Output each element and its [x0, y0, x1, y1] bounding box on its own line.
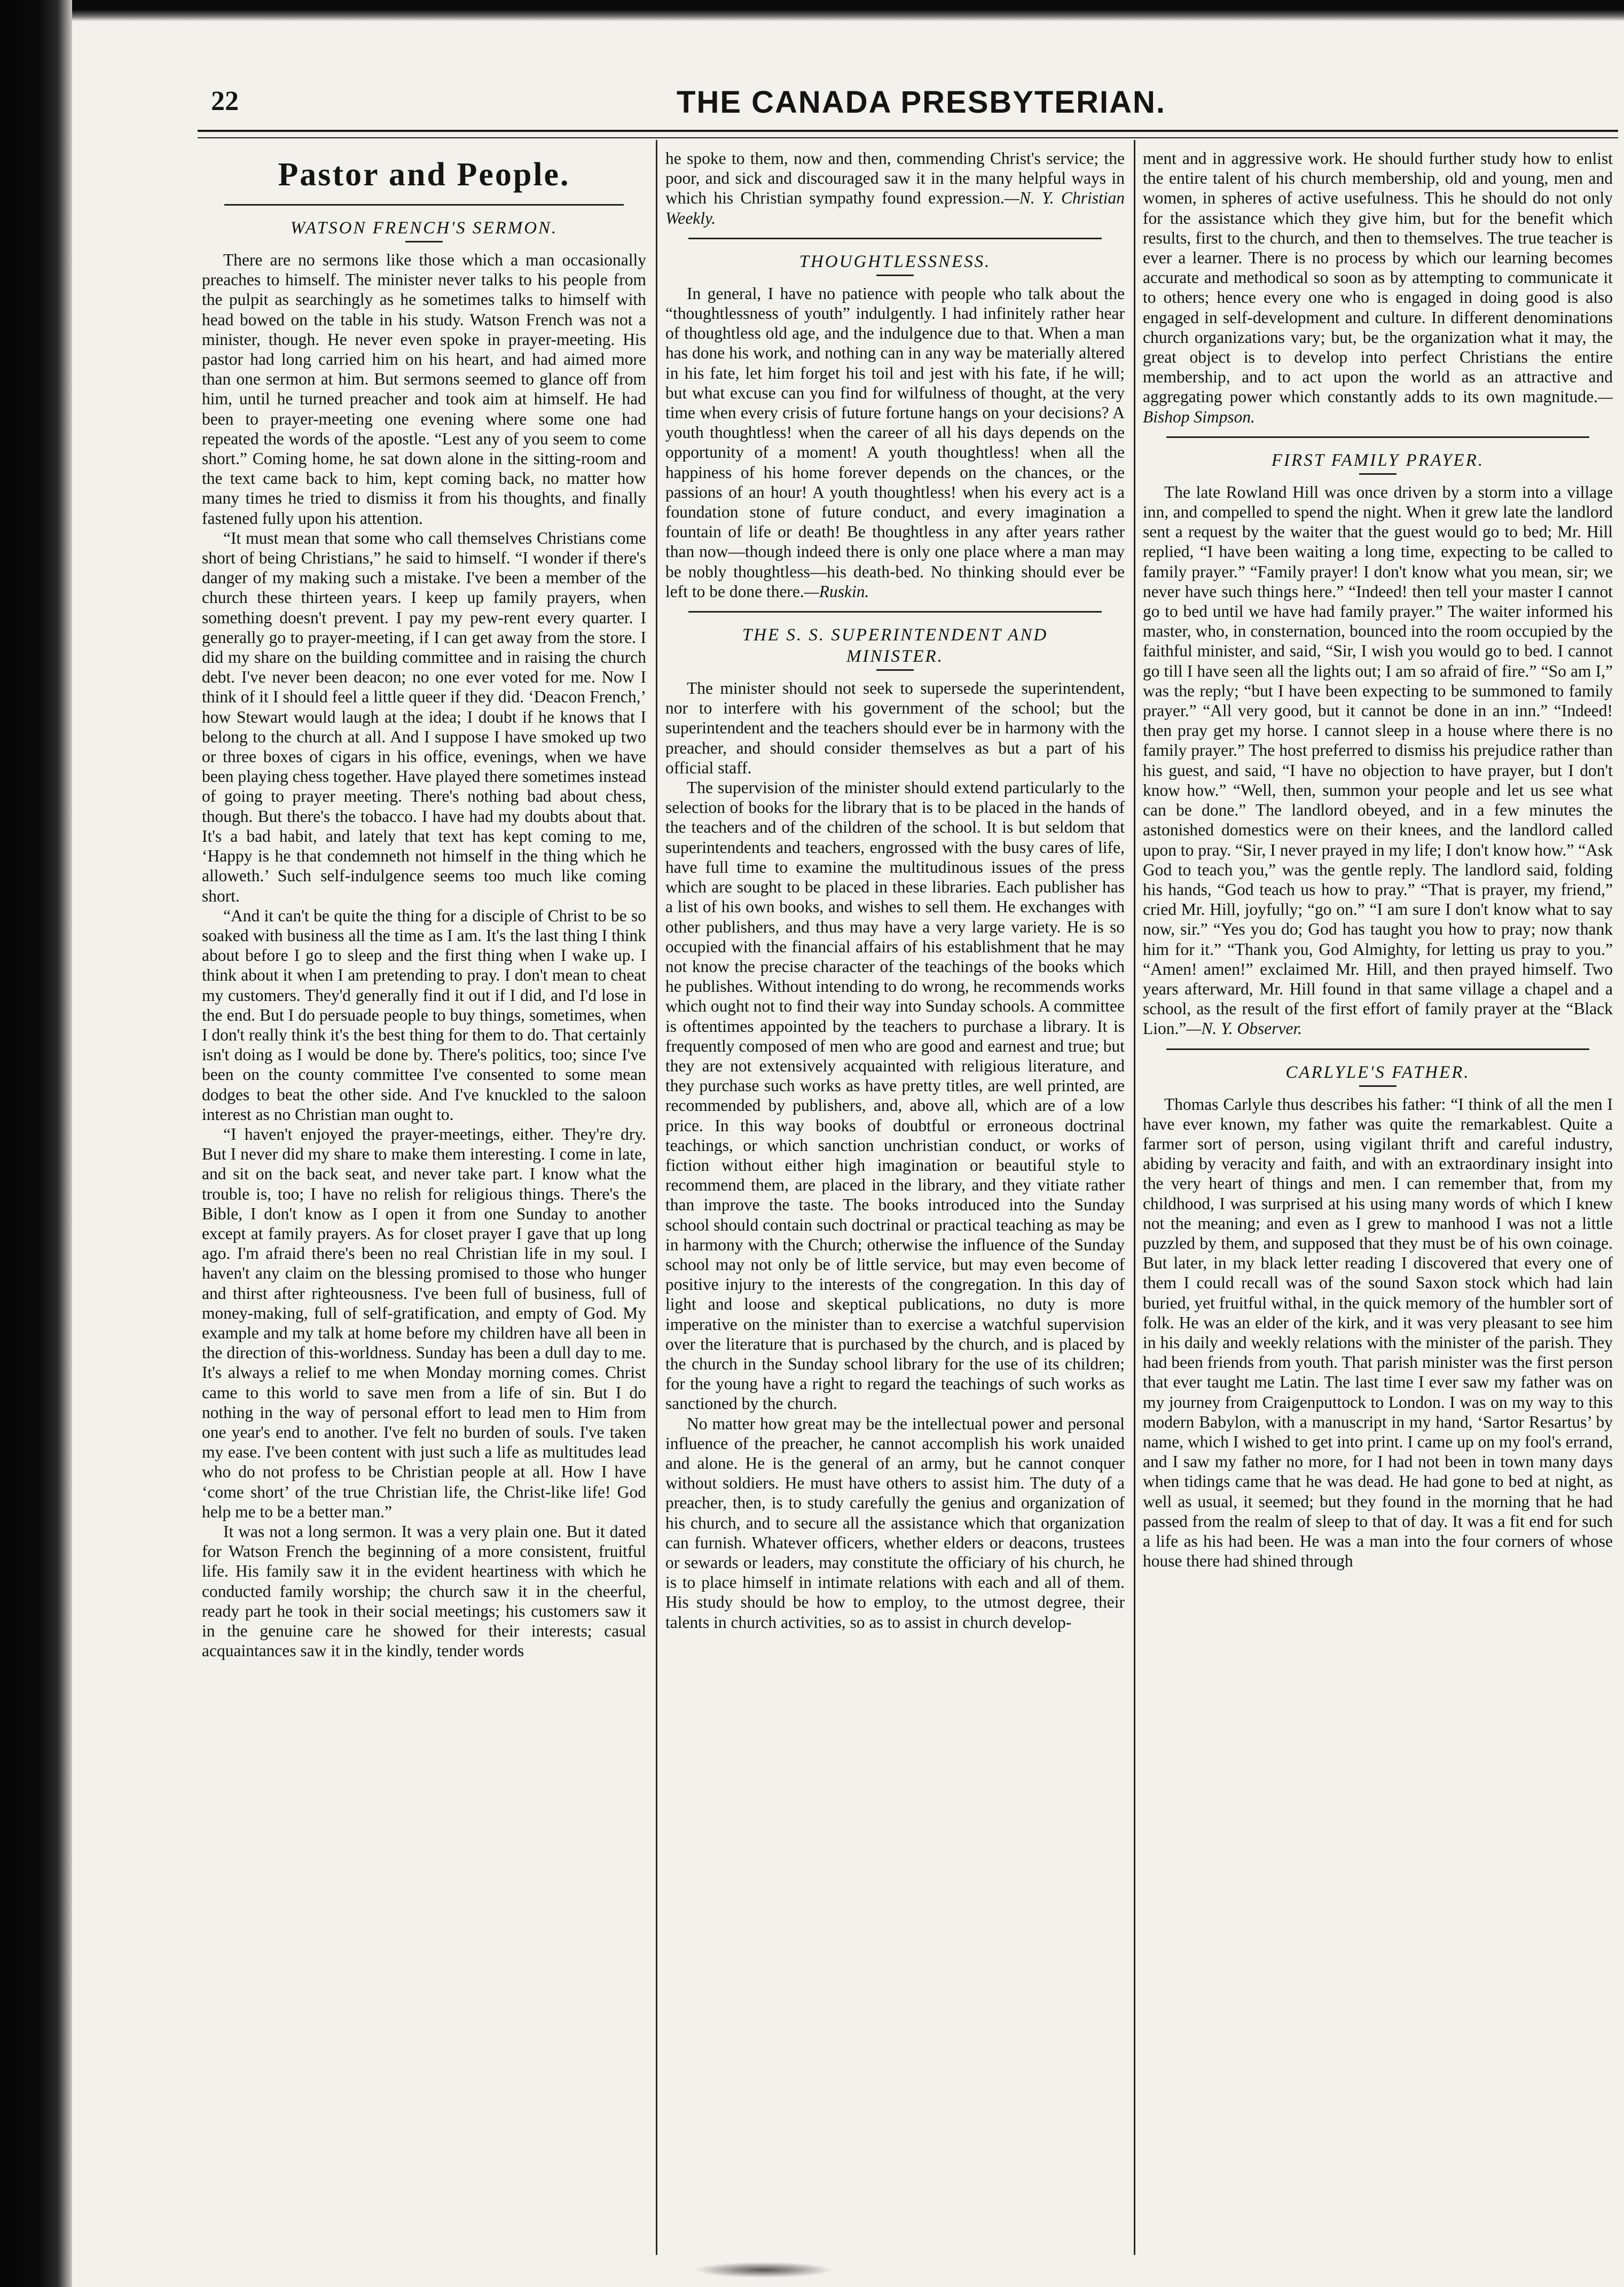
paragraph: It was not a long sermon. It was a very plain one. But it dated for Watson French the beginning of a more consistent, fruitful life. His family saw it in the evident heartiness with which he conducted family worship; the church saw it in the cheerful, ready part he took in their social meetings; his customers saw it in the genuine care he showed for their interests; casual acquaintances saw it in the kindly, tender words [202, 1522, 646, 1661]
paragraph: “It must mean that some who call themselves Christians come short of being Christians,” he said to himself. “I wonder if there's danger of my making such a mistake. I've been a member of the church these thirteen years. I keep up family prayers, when something doesn't prevent. I pay my pew-rent every quarter. I generally go to prayer-meeting, if I can get away from the store. I did my share on the building committee and in raising the church debt. I've never been deacon; no one ever voted for me. Now I think of it I should feel a little queer if they did. ‘Deacon French,’ how Stewart would laugh at the idea; I doubt if he knows that I belong to the church at all. And I suppose I have smoked up two or three boxes of cigars in his office, evenings, when we have been playing chess together. Have played there sometimes instead of going to prayer meeting. There's nothing bad about chess, though. But there's the tobacco. I have had my doubts about that. It's a bad habit, and lately that text has kept coming to me, ‘Happy is he that condemneth not himself in the thing which he alloweth.’ Such self-indulgence seems too much like coming short. [202, 528, 646, 905]
title-rule [1359, 1085, 1397, 1087]
paragraph: There are no sermons like those which a man occasionally preaches to himself. The minister never talks to his people from the pulpit as searchingly as he sometimes talks to himself with head bowed on the table in his study. Watson French was not a minister, though. He never even spoke in prayer-meeting. His pastor had long carried him on his heart, and had aimed more than one sermon at him. But sermons seemed to glance off from him, until he turned preacher and took aim at himself. He had been to prayer-meeting one evening where some one had repeated the words of the apostle. “Lest any of you seem to come short.” Coming home, he sat down alone in the sitting-room and the text came back to him, kept coming back, no matter how many times he tried to dismiss it from his thoughts, and finally fastened fully upon his attention. [202, 250, 646, 528]
paragraph: The supervision of the minister should extend particularly to the selection of books for the library that is to be placed in the hands of the teachers and of the children of the school. It is but seldom that superintendents and teachers, engrossed with the busy cares of life, have full time to examine the multitudinous issues of the press which are sought to be placed in these libraries. Each publisher has a list of his own books, and wishes to sell them. He exchanges with other publishers, and thus may have a very large variety. He is so occupied with the financial affairs of his establishment that he may not know the precise character of the teachings of the books which he publishes. Without intending to do wrong, he recommends works which ought not to find their way into Sunday schools. A committee is oftentimes appointed by the teachers to purchase a library. It is frequently composed of men who are good and earnest and true; but they are not extensively acquainted with religious literature, and they purchase such works as have pretty titles, are well printed, are recommended by publishers, and, above all, which are of a low price. In this way books of doubtful or erroneous doctrinal teachings, or which sanction unchristian conduct, or works of fiction without either high imagination or beautiful style to recommend them, are placed in the library, and they vitiate rather than improve the taste. The books introduced into the Sunday school should contain such doctrinal or practical teaching as may be in harmony with the Church; otherwise the influence of the Sunday school may not only be of little service, but may even become of positive injury to the interests of the congregation. In this day of light and loose and skeptical publications, no duty is more imperative on the minister than to exercise a watchful supervision over the literature that is purchased by the church, and is placed by the church in the Sunday school library for the use of its children; for the young have a right to regard the teachings of such works as sanctioned by the church. [665, 778, 1125, 1413]
paragraph-text: The late Rowland Hill was once driven by a storm into a village inn, and compelled to spend the night. When it grew late the landlord sent a request by the waiter that the guest would go to bed; Mr. Hill replied, “I have been waiting a long time, expecting to be called to family prayer.” “Family prayer! I don't know what you mean, sir; we never have such things here.” “Indeed! then tell your master I cannot go to bed until we have had family prayer.” The waiter informed his master, who, in consternation, bounced into the room occupied by the faithful minister, and said, “Sir, I wish you would go to bed. I cannot go till I have seen all the lights out; I am so afraid of fire.” “So am I,” was the reply; “but I have been expecting to be summoned to family prayer.” “All very good, but it cannot be done in an inn.” “Indeed! then pray get my horse. I cannot sleep in a house where there is no family prayer.” The host preferred to dismiss his prejudice rather than his guest, and said, “I have no objection to have prayer, but I don't know how.” “Well, then, summon your people and let us see what can be done.” The landlord obeyed, and in a few minutes the astonished domestics were on their knees, and the landlord called upon to pray. “Sir, I never prayed in my life; I don't know how.” “Ask God to teach you,” was the gentle reply. The landlord said, folding his hands, “God teach us how to pray.” “That is prayer, my friend,” cried Mr. Hill, joyfully; “go on.” “I am sure I don't know what to say now, sir.” “Yes you do; God has taught you how to pray; now thank him for it.” “Thank you, God Almighty, for letting us pray to you.” “Amen! amen!” exclaimed Mr. Hill, and then prayed himself. Two years afterward, Mr. Hill found in that same village a chapel and a school, as the result of the first effort of family prayer at the “Black Lion.” [1143, 482, 1613, 1038]
column-3 [1143, 148, 1613, 2263]
section-title-watson-french: WATSON FRENCH'S SERMON. [290, 218, 558, 238]
source-credit: —Bishop Simpson. [1143, 387, 1613, 426]
section-divider [1166, 1048, 1589, 1050]
continued-paragraph [665, 148, 1125, 228]
paragraph: “I haven't enjoyed the prayer-meetings, either. They're dry. But I never did my share to make them interesting. I come in late, and sit on the back seat, and never take part. I know what the trouble is, too; I have no relish for religious things. There's the Bible, I don't know as I open it from one Sunday to another except at family prayers. As for closet prayer I gave that up long ago. I'm afraid there's been no real Christian life in my soul. I haven't any claim on the blessing promised to those who hunger and thirst after righteousness. I've been full of business, full of money-making, full of self-gratification, and empty of God. My example and my talk at home before my children have all been in the direction of this-worldness. Sunday has been a dull day to me. It's always a relief to me when Monday morning comes. Christ came to this world to save men from a life of sin. But I do nothing in the way of personal effort to lead men to Him from one year's end to another. I've felt no burden of souls. I've taken my ease. I've been content with just such a life as multitudes lead who do not profess to be Christian people at all. How I have ‘come short’ of the true Christian life, the Christ-like life! God help me to be a better man.” [202, 1124, 646, 1521]
section-title-first-family-prayer: FIRST FAMILY PRAYER. [1271, 450, 1485, 470]
page-number: 22 [211, 86, 239, 116]
source-credit: —N. Y. Christian Weekly. [665, 189, 1125, 228]
column-divider-2 [1134, 140, 1135, 2255]
department-rule [224, 204, 624, 206]
section-divider [1166, 436, 1589, 438]
continued-text: ment and in aggressive work. He should further study how to enlist the entire talent of his church membership, old and young, men and women, in spheres of active usefulness. This he should do not only for the assistance which they give him, but for the benefit which results, first to the church, and then to themselves. The true teacher is ever a learner. There is no process by which our learning becomes accurate and methodical so soon as by attempting to communicate it to others; hence every one who is engaged in doing good is also engaged in self-development and culture. In different denominations church organizations vary; but, be the organization what it may, the great object is to develop into perfect Christians the entire membership, and to act upon the world as an attractive and aggregating power which constantly adds to its own magnitude. [1143, 149, 1613, 406]
paragraph: Thomas Carlyle thus describes his father: “I think of all the men I have ever known, my father was quite the remarkablest. Quite a farmer sort of person, using vigilant thrift and careful industry, abiding by veracity and faith, and with an extraordinary insight into the very heart of things and men. I can remember that, from my childhood, I was surprised at his using many words of which I knew not the meaning; and even as I grew to manhood I was not a little puzzled by them, and supposed that they must be of his own coinage. But later, in my black letter reading I discovered that every one of them I could recall was of the sound Saxon stock which had lain buried, yet fruitful withal, in the quick memory of the humbler sort of folk. He was an elder of the kirk, and it was very pleasant to see him in his daily and weekly relations with the minister of the parish. They had been friends from youth. That parish minister was the first person that ever taught me Latin. The last time I ever saw my father was on my journey from Craigenputtock to London. I was on my way to this modern Babylon, with a manuscript in my hand, ‘Sartor Resartus’ by name, which I wished to get into print. I came up on my fool's errand, and I saw my father no more, for I had not been in town many days when tidings came that he was dead. He had gone to bed at night, as well as usual, it seemed; but they found in the morning that he had passed from the realm of sleep to that of day. It was a fit end for such a life as his had been. He was a man into the four corners of whose house there had shined through [1143, 1094, 1613, 1571]
scan-smudge [694, 2262, 833, 2278]
paragraph-text: In general, I have no patience with people who talk about the “thoughtlessness of youth” indulgently. I had infinitely rather hear of thoughtless old age, and the indulgence due to that. When a man has done his work, and nothing can in any way be materially altered in his fate, let him forget his toil and jest with his fate, if he will; but what excuse can you find for wilfulness of thought, at the very time when every crisis of future fortune hangs on your decisions? A youth thoughtless! when the career of all his days depends on the opportunity of a moment! A youth thoughtless! when all the happiness of his home forever depends on the chances, or the passions of an hour! A youth thoughtless! when his every act is a foundation stone of future conduct, and every imagination a fountain of life or death! Be thoughtless in any after years rather than now—though indeed there is only one place where a man may be nobly thoughtless—his death-bed. No thinking should ever be left to be done there. [665, 284, 1125, 601]
scan-top-edge [72, 0, 1624, 21]
column-divider-1 [656, 140, 657, 2255]
paragraph: “And it can't be quite the thing for a disciple of Christ to be so soaked with business all the time as I am. It's the last thing I think about before I go to sleep and the first thing when I wake up. I think about it when I am pretending to pray. I don't mean to cheat my customers. They'd generally find it out if I did, and I'd lose in the end. But I do persuade people to buy things, sometimes, when I don't really think it's the best thing for them to do. That certainly isn't doing as I would be done by. There's politics, too; since I've been on the county committee I've consented to some mean dodges to beat the other side. And I've knuckled to the saloon interest as no Christian man ought to. [202, 906, 646, 1124]
continued-paragraph [1143, 148, 1613, 427]
section-title-superintendent-line2: MINISTER. [846, 647, 944, 667]
scan-dark-margin [0, 0, 72, 2287]
section-divider [688, 611, 1102, 613]
paragraph [665, 284, 1125, 601]
paragraph: The minister should not seek to supersede the superintendent, nor to interfere with his government of the school; but the superintendent and the teachers should ever be in harmony with the preacher, and should consider themselves as but a part of his official staff. [665, 679, 1125, 777]
column-1 [202, 148, 646, 2263]
source-credit: —N. Y. Observer. [1186, 1019, 1303, 1038]
continued-text: he spoke to them, now and then, commending Christ's service; the poor, and sick and discouraged saw it in the many helpful ways in which his Christian sympathy found expression. [665, 149, 1125, 208]
title-rule [1359, 473, 1397, 475]
source-credit: —Ruskin. [804, 582, 869, 601]
title-rule [876, 669, 914, 671]
section-title-carlyles-father: CARLYLE'S FATHER. [1285, 1062, 1470, 1082]
title-rule [876, 275, 914, 276]
column-2 [665, 148, 1125, 2263]
section-title-superintendent-line1: THE S. S. SUPERINTENDENT AND [742, 625, 1048, 645]
paragraph: No matter how great may be the intellectual power and personal influence of the preacher, he cannot accomplish his work unaided and alone. He is the general of an army, but he cannot conquer without soldiers. He must have others to assist him. The duty of a preacher, then, is to study carefully the genius and organization of his church, and to secure all the assistance which that organization can furnish. Whatever officers, whether elders or deacons, trustees or sewards or leaders, may constitute the officiary of his church, he is to place himself in intimate relations with each and all of them. His study should be how to employ, to the utmost degree, their talents in church activities, so as to assist in church develop- [665, 1414, 1125, 1632]
header-rule [198, 130, 1618, 138]
department-heading: Pastor and People. [278, 156, 570, 193]
title-rule [405, 241, 443, 242]
section-divider [688, 238, 1102, 239]
section-title-thoughtlessness: THOUGHTLESSNESS. [799, 252, 991, 271]
paragraph [1143, 482, 1613, 1039]
masthead-title: THE CANADA PRESBYTERIAN. [677, 85, 1166, 120]
